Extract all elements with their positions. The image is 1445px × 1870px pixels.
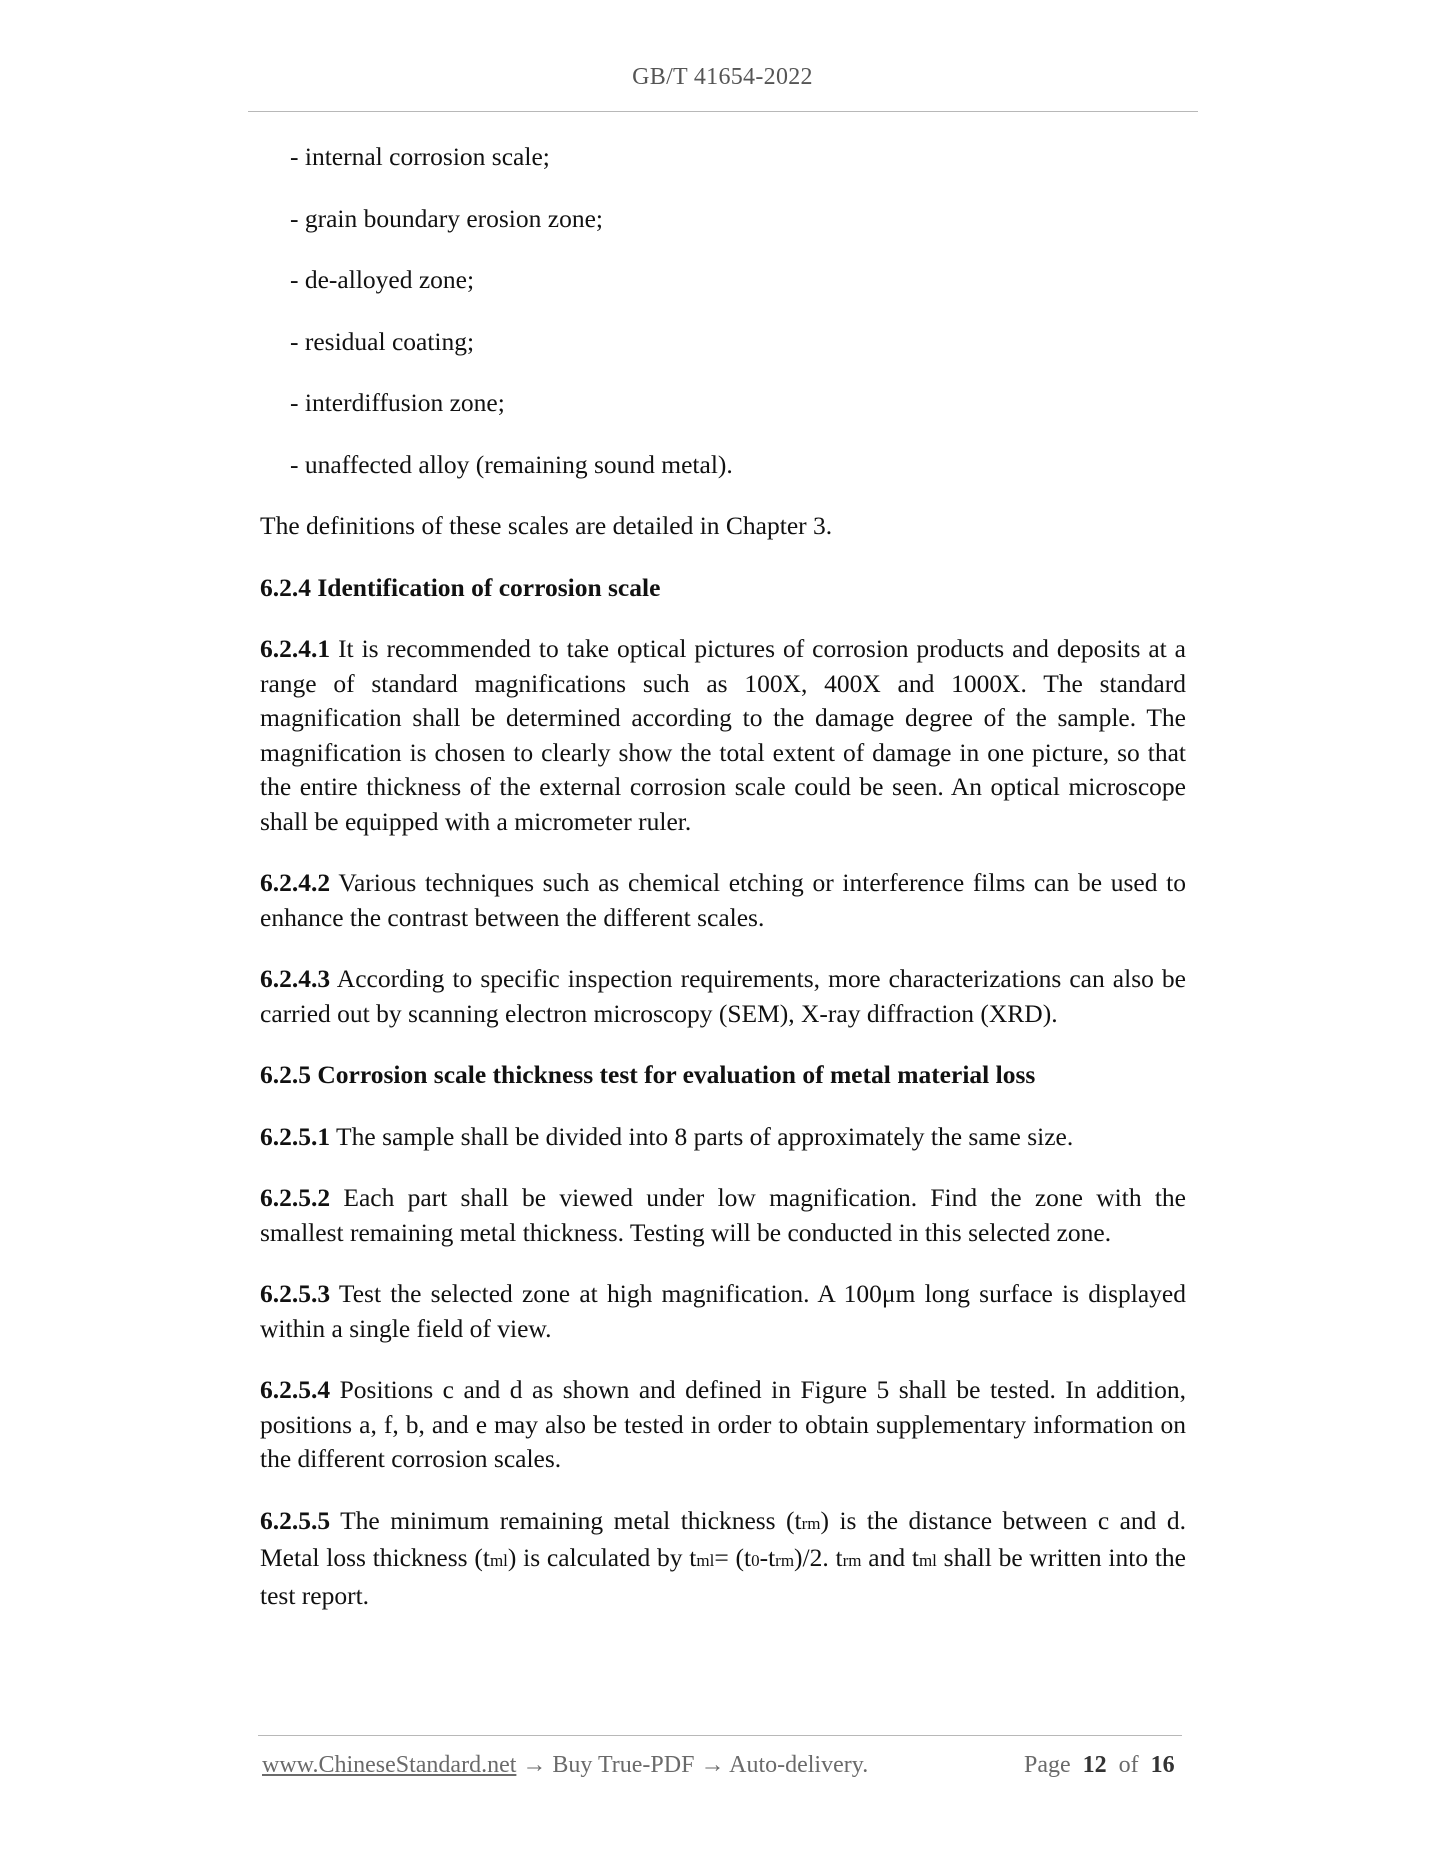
clause-text: The minimum remaining metal thickness (t [340,1505,802,1535]
clause-6-2-4-2 [260,866,1186,935]
document-code: GB/T 41654-2022 [632,64,813,90]
clause-text: and t [861,1543,919,1572]
footer-divider [258,1735,1182,1736]
bullet-item: - residual coating; [290,326,475,356]
clause-number: 6.2.5.4 [260,1375,331,1404]
subscript-ml: ml [489,1551,508,1570]
subscript-ml: ml [918,1551,937,1570]
subscript-ml: ml [696,1551,715,1570]
bullet-item: - grain boundary erosion zone; [290,203,603,233]
clause-text: The sample shall be divided into 8 parts of approximately the same size. [336,1121,1074,1151]
total-pages-number: 16 [1150,1752,1175,1778]
subscript-0: 0 [751,1551,760,1570]
bullet-item: - de-alloyed zone; [290,265,475,294]
clause-6-2-5-1 [260,1120,1186,1155]
clause-text: Various techniques such as chemical etching or interference films can be used to enhance the contrast between the different scales. [260,868,1186,932]
header-divider [248,111,1198,112]
clause-6-2-5-5 [260,1504,1186,1614]
clause-text: Each part shall be viewed under low magnification. Find the zone with the smallest remaining metal thickness. Testing will be conducted in this selected zone. [260,1183,1187,1247]
clause-text: According to specific inspection requirements, more characterizations can also be carried out by scanning electron microscopy (SEM), X-ray diffraction (XRD). [260,964,1186,1028]
of-label: of [1118,1752,1139,1778]
page-indicator [1024,1752,1175,1779]
subscript-rm: rm [775,1551,795,1570]
clause-text: Test the selected zone at high magnification. A 100μm long surface is displayed within a single field of view. [260,1279,1186,1343]
clause-6-2-5-4 [260,1373,1186,1477]
clause-text: ) is the distance between c and d. Metal loss thickness (t [260,1505,1186,1572]
clause-text: )/2. t [794,1543,843,1572]
current-page-number: 12 [1082,1752,1107,1778]
footer-promo-text: → Buy True-PDF → Auto-delivery. [516,1752,869,1778]
bullet-item: - unaffected alloy (remaining sound metal). [290,449,733,479]
clause-number: 6.2.4.1 [260,634,331,663]
section-heading-6-2-4: 6.2.4 Identification of corrosion scale [260,572,661,602]
clause-text: shall be written into the test report. [260,1543,1186,1610]
bullet-item: - interdiffusion zone; [290,388,505,417]
page-label: Page [1024,1752,1071,1778]
clause-number: 6.2.5.3 [260,1279,331,1308]
clause-text: = (t [714,1543,752,1572]
footer-promo [262,1752,868,1779]
page-body [260,140,1186,1640]
clause-text: It is recommended to take optical pictures of corrosion products and deposits at a range of standard magnifications such as 100X, 400X and 1000X. The standard magnification shall be determined according to the damage degree of the sample. The magnification is chosen to clearly show the total extent of damage in one picture, so that the entire thickness of the external corrosion scale could be seen. An optical microscope shall be equipped with a micrometer ruler. [260,634,1187,836]
clause-number: 6.2.4.3 [260,964,331,993]
clause-text: -t [759,1543,776,1572]
clause-text: Positions c and d as shown and defined in Figure 5 shall be tested. In addition, positions a, f, b, and e may also be tested in order to obtain supplementary information on the different corrosion scales. [260,1375,1187,1473]
section-heading-6-2-5: 6.2.5 Corrosion scale thickness test for evaluation of metal material loss [260,1060,1036,1089]
website-link[interactable]: www.ChineseStandard.net [262,1752,517,1778]
clause-number: 6.2.5.1 [260,1121,331,1151]
clause-number: 6.2.4.2 [260,868,331,897]
clause-6-2-5-3 [260,1277,1186,1346]
clause-number: 6.2.5.5 [260,1505,331,1535]
clause-6-2-4-3 [260,962,1186,1031]
definitions-note: The definitions of these scales are detailed in Chapter 3. [260,511,833,540]
subscript-rm: rm [801,1513,821,1533]
bullet-item: - internal corrosion scale; [290,142,550,171]
clause-6-2-4-1 [260,632,1186,839]
clause-number: 6.2.5.2 [260,1183,331,1212]
clause-6-2-5-2 [260,1181,1186,1250]
clause-text: ) is calculated by t [507,1543,697,1572]
subscript-rm: rm [842,1551,862,1570]
